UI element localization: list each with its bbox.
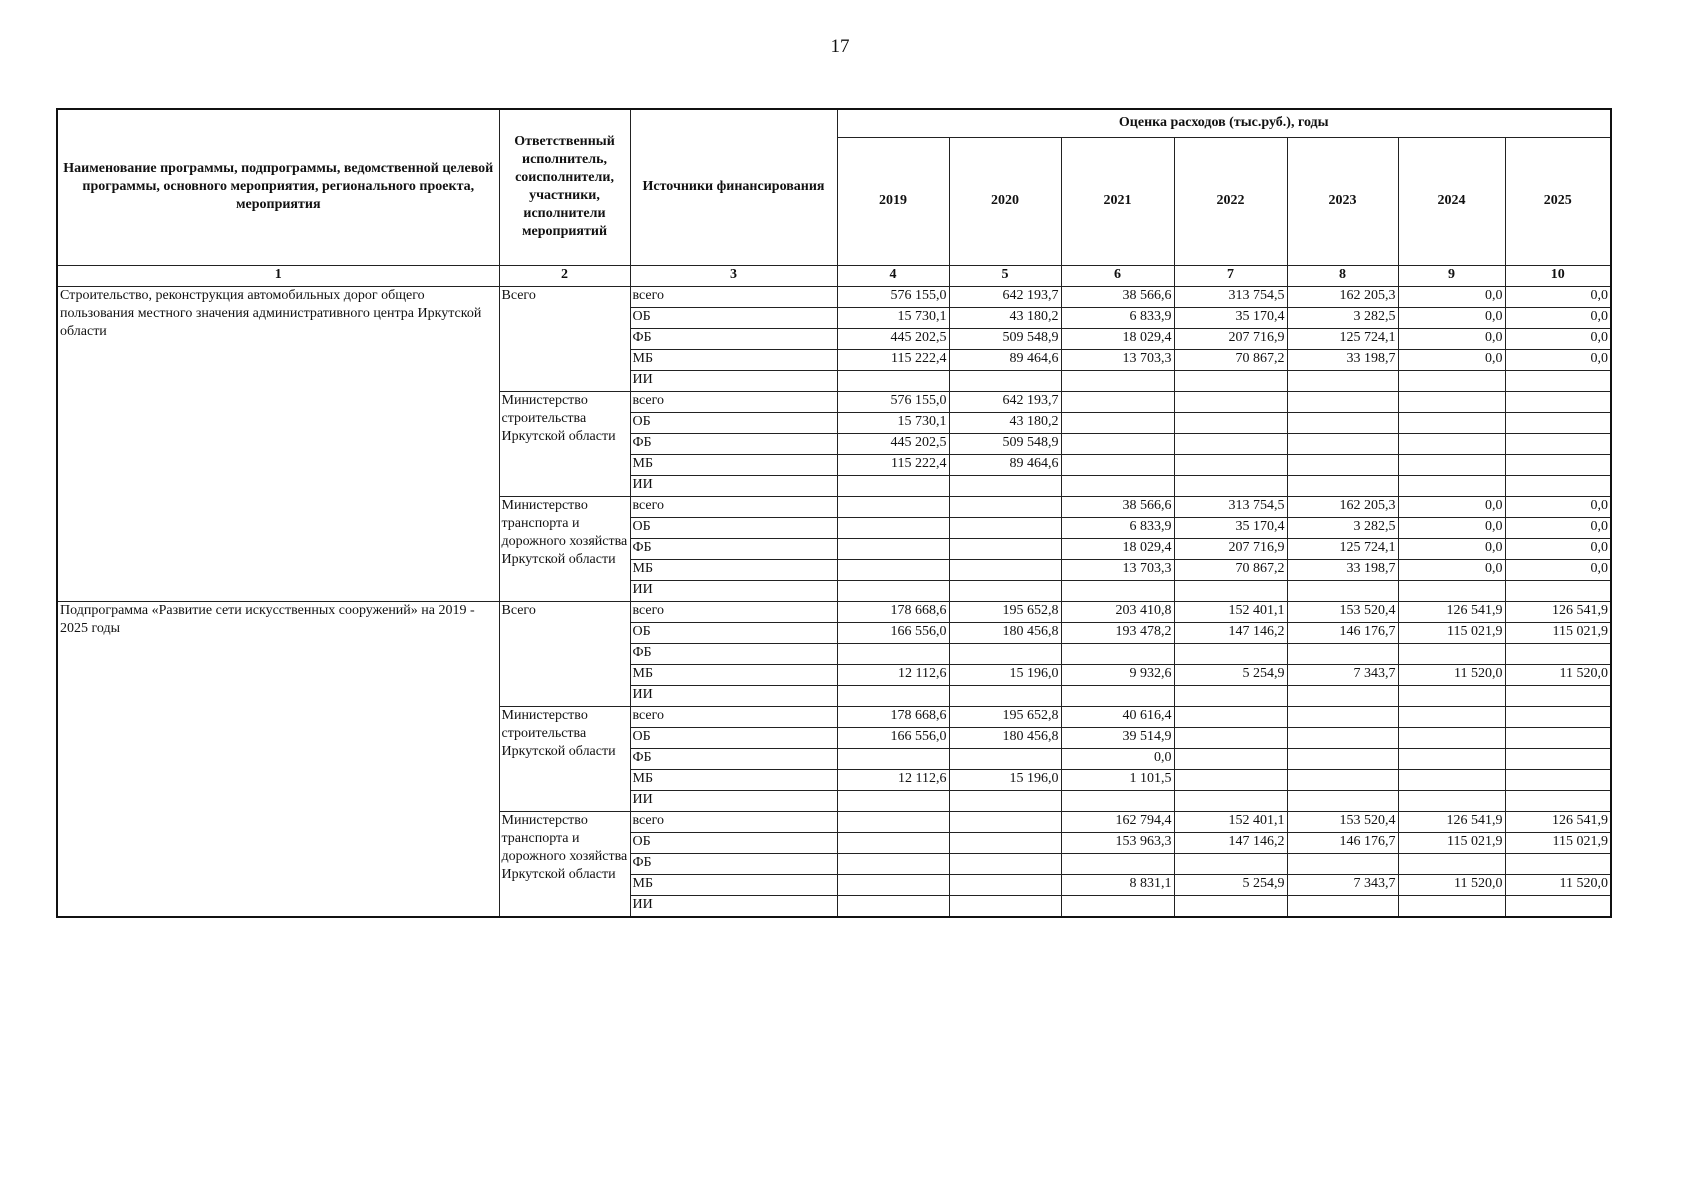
- cost-value: [1061, 454, 1174, 475]
- cost-value: [949, 895, 1061, 917]
- cost-value: [1505, 769, 1611, 790]
- cost-value: 445 202,5: [837, 433, 949, 454]
- cost-value: 5 254,9: [1174, 664, 1287, 685]
- cost-value: 0,0: [1398, 538, 1505, 559]
- funding-source: МБ: [630, 769, 837, 790]
- cost-value: 153 520,4: [1287, 601, 1398, 622]
- cost-value: 15 730,1: [837, 412, 949, 433]
- cost-value: [1398, 685, 1505, 706]
- header-year: 2025: [1505, 137, 1611, 265]
- cost-value: 11 520,0: [1505, 664, 1611, 685]
- cost-value: 162 205,3: [1287, 496, 1398, 517]
- funding-source: ИИ: [630, 370, 837, 391]
- executor-name: Всего: [499, 286, 630, 391]
- cost-value: 166 556,0: [837, 622, 949, 643]
- program-name: Подпрограмма «Развитие сети искусственных сооружений» на 2019 - 2025 годы: [57, 601, 499, 917]
- cost-value: [1505, 475, 1611, 496]
- cost-value: [1398, 580, 1505, 601]
- cost-value: 0,0: [1505, 328, 1611, 349]
- cost-value: 5 254,9: [1174, 874, 1287, 895]
- cost-value: [949, 832, 1061, 853]
- cost-value: [1174, 391, 1287, 412]
- cost-value: [1174, 475, 1287, 496]
- cost-value: 162 794,4: [1061, 811, 1174, 832]
- cost-value: 13 703,3: [1061, 349, 1174, 370]
- cost-value: [1174, 433, 1287, 454]
- cost-value: [1174, 454, 1287, 475]
- cost-value: [1398, 853, 1505, 874]
- cost-value: 0,0: [1505, 286, 1611, 307]
- cost-value: 0,0: [1398, 286, 1505, 307]
- cost-value: [949, 538, 1061, 559]
- cost-value: [1287, 454, 1398, 475]
- cost-value: [837, 832, 949, 853]
- cost-value: 313 754,5: [1174, 496, 1287, 517]
- header-year: 2019: [837, 137, 949, 265]
- funding-source: всего: [630, 706, 837, 727]
- cost-value: 115 021,9: [1398, 622, 1505, 643]
- cost-value: [1174, 895, 1287, 917]
- cost-value: 38 566,6: [1061, 496, 1174, 517]
- cost-value: 11 520,0: [1505, 874, 1611, 895]
- cost-value: 0,0: [1505, 496, 1611, 517]
- cost-value: 70 867,2: [1174, 349, 1287, 370]
- cost-value: 6 833,9: [1061, 517, 1174, 538]
- cost-value: 3 282,5: [1287, 307, 1398, 328]
- cost-value: 7 343,7: [1287, 664, 1398, 685]
- cost-value: 576 155,0: [837, 391, 949, 412]
- cost-value: [837, 370, 949, 391]
- cost-value: [1287, 790, 1398, 811]
- cost-value: 445 202,5: [837, 328, 949, 349]
- cost-value: [837, 475, 949, 496]
- funding-source: МБ: [630, 664, 837, 685]
- cost-value: [1174, 727, 1287, 748]
- cost-value: 15 196,0: [949, 769, 1061, 790]
- cost-value: 178 668,6: [837, 706, 949, 727]
- funding-source: ФБ: [630, 433, 837, 454]
- table-body: [57, 286, 1611, 917]
- cost-value: 0,0: [1398, 517, 1505, 538]
- cost-value: [1505, 412, 1611, 433]
- executor-name: Всего: [499, 601, 630, 706]
- cost-value: [1061, 895, 1174, 917]
- funding-source: ФБ: [630, 643, 837, 664]
- cost-value: [949, 790, 1061, 811]
- cost-value: 126 541,9: [1398, 811, 1505, 832]
- cost-value: [837, 874, 949, 895]
- funding-source: ИИ: [630, 580, 837, 601]
- column-number: 7: [1174, 265, 1287, 286]
- cost-value: 11 520,0: [1398, 664, 1505, 685]
- cost-value: [1398, 454, 1505, 475]
- funding-source: ИИ: [630, 790, 837, 811]
- cost-value: [1061, 391, 1174, 412]
- cost-value: [1398, 475, 1505, 496]
- cost-value: 147 146,2: [1174, 832, 1287, 853]
- cost-value: [1398, 769, 1505, 790]
- cost-value: 1 101,5: [1061, 769, 1174, 790]
- funding-source: всего: [630, 811, 837, 832]
- cost-value: [1287, 643, 1398, 664]
- cost-value: 0,0: [1061, 748, 1174, 769]
- header-costs: Оценка расходов (тыс.руб.), годы: [837, 109, 1611, 137]
- cost-value: [1287, 412, 1398, 433]
- cost-value: 576 155,0: [837, 286, 949, 307]
- cost-value: [1505, 643, 1611, 664]
- cost-value: 313 754,5: [1174, 286, 1287, 307]
- cost-value: 115 021,9: [1505, 622, 1611, 643]
- cost-value: [1398, 433, 1505, 454]
- cost-value: [949, 874, 1061, 895]
- cost-value: [1174, 370, 1287, 391]
- cost-value: 115 222,4: [837, 349, 949, 370]
- column-number: 2: [499, 265, 630, 286]
- column-number: 8: [1287, 265, 1398, 286]
- cost-value: 89 464,6: [949, 349, 1061, 370]
- cost-value: [1287, 433, 1398, 454]
- column-number: 10: [1505, 265, 1611, 286]
- cost-value: [949, 496, 1061, 517]
- cost-value: 9 932,6: [1061, 664, 1174, 685]
- header-year: 2020: [949, 137, 1061, 265]
- cost-value: [1287, 685, 1398, 706]
- cost-value: 147 146,2: [1174, 622, 1287, 643]
- cost-value: 126 541,9: [1505, 601, 1611, 622]
- cost-value: [1505, 895, 1611, 917]
- cost-value: [1174, 706, 1287, 727]
- executor-name: Министерство строительства Иркутской области: [499, 391, 630, 496]
- cost-value: [1505, 790, 1611, 811]
- cost-value: 166 556,0: [837, 727, 949, 748]
- cost-value: 8 831,1: [1061, 874, 1174, 895]
- header-name: Наименование программы, подпрограммы, ведомственной целевой программы, основного мероприятия, регионального проекта, мероприятия: [57, 109, 499, 265]
- cost-value: 0,0: [1505, 349, 1611, 370]
- funding-source: ОБ: [630, 832, 837, 853]
- cost-value: [837, 559, 949, 580]
- cost-value: [1505, 727, 1611, 748]
- funding-source: ФБ: [630, 748, 837, 769]
- cost-value: 39 514,9: [1061, 727, 1174, 748]
- funding-source: ИИ: [630, 685, 837, 706]
- column-number: 1: [57, 265, 499, 286]
- cost-value: 6 833,9: [1061, 307, 1174, 328]
- cost-value: 152 401,1: [1174, 811, 1287, 832]
- cost-value: 40 616,4: [1061, 706, 1174, 727]
- cost-value: 43 180,2: [949, 307, 1061, 328]
- cost-value: [1287, 853, 1398, 874]
- cost-value: 18 029,4: [1061, 328, 1174, 349]
- page-number: 17: [830, 36, 850, 57]
- cost-value: 178 668,6: [837, 601, 949, 622]
- cost-value: 0,0: [1398, 328, 1505, 349]
- cost-value: 146 176,7: [1287, 622, 1398, 643]
- column-number: 6: [1061, 265, 1174, 286]
- cost-value: [1287, 391, 1398, 412]
- funding-source: ОБ: [630, 412, 837, 433]
- cost-value: [1398, 748, 1505, 769]
- cost-value: [1174, 769, 1287, 790]
- cost-value: [949, 748, 1061, 769]
- cost-value: [949, 517, 1061, 538]
- cost-value: 642 193,7: [949, 286, 1061, 307]
- cost-value: [837, 538, 949, 559]
- column-number: 4: [837, 265, 949, 286]
- cost-value: 195 652,8: [949, 706, 1061, 727]
- cost-value: 126 541,9: [1398, 601, 1505, 622]
- header-year: 2021: [1061, 137, 1174, 265]
- cost-value: [949, 685, 1061, 706]
- cost-value: 15 730,1: [837, 307, 949, 328]
- column-number: 5: [949, 265, 1061, 286]
- funding-source: ОБ: [630, 622, 837, 643]
- cost-value: 35 170,4: [1174, 517, 1287, 538]
- cost-value: [1061, 433, 1174, 454]
- cost-value: 115 222,4: [837, 454, 949, 475]
- cost-value: [1287, 475, 1398, 496]
- program-name: Строительство, реконструкция автомобильных дорог общего пользования местного значения административного центра Иркутской области: [57, 286, 499, 601]
- cost-value: [1398, 727, 1505, 748]
- cost-value: 126 541,9: [1505, 811, 1611, 832]
- cost-value: 3 282,5: [1287, 517, 1398, 538]
- header-executor: Ответственный исполнитель, соисполнители, участники, исполнители мероприятий: [499, 109, 630, 265]
- funding-source: МБ: [630, 454, 837, 475]
- cost-value: 18 029,4: [1061, 538, 1174, 559]
- funding-source: ОБ: [630, 727, 837, 748]
- cost-value: 153 520,4: [1287, 811, 1398, 832]
- cost-value: 642 193,7: [949, 391, 1061, 412]
- cost-value: [1505, 685, 1611, 706]
- table-row: [57, 601, 1611, 622]
- cost-value: [1287, 895, 1398, 917]
- cost-value: 7 343,7: [1287, 874, 1398, 895]
- cost-value: 0,0: [1398, 559, 1505, 580]
- cost-value: [837, 517, 949, 538]
- cost-value: [1505, 853, 1611, 874]
- cost-value: 0,0: [1398, 307, 1505, 328]
- cost-value: 153 963,3: [1061, 832, 1174, 853]
- cost-value: 11 520,0: [1398, 874, 1505, 895]
- funding-source: ФБ: [630, 328, 837, 349]
- funding-source: ИИ: [630, 475, 837, 496]
- cost-value: [1287, 727, 1398, 748]
- cost-value: [1398, 790, 1505, 811]
- funding-source: МБ: [630, 874, 837, 895]
- cost-value: 13 703,3: [1061, 559, 1174, 580]
- cost-value: 89 464,6: [949, 454, 1061, 475]
- header-year: 2023: [1287, 137, 1398, 265]
- cost-value: [1398, 391, 1505, 412]
- cost-value: [1287, 769, 1398, 790]
- cost-value: 33 198,7: [1287, 349, 1398, 370]
- table-row: [57, 286, 1611, 307]
- cost-value: [949, 475, 1061, 496]
- cost-value: 33 198,7: [1287, 559, 1398, 580]
- cost-value: 509 548,9: [949, 328, 1061, 349]
- cost-value: [1287, 748, 1398, 769]
- cost-value: [1174, 748, 1287, 769]
- cost-value: 180 456,8: [949, 622, 1061, 643]
- cost-value: [1398, 370, 1505, 391]
- cost-value: 15 196,0: [949, 664, 1061, 685]
- cost-value: [837, 643, 949, 664]
- funding-source: всего: [630, 601, 837, 622]
- cost-value: 0,0: [1398, 349, 1505, 370]
- cost-value: 146 176,7: [1287, 832, 1398, 853]
- cost-value: [1174, 853, 1287, 874]
- cost-value: [949, 580, 1061, 601]
- column-numbers-row: [57, 265, 1611, 286]
- cost-value: [1061, 370, 1174, 391]
- cost-value: [949, 643, 1061, 664]
- cost-value: 195 652,8: [949, 601, 1061, 622]
- funding-source: всего: [630, 286, 837, 307]
- cost-value: 125 724,1: [1287, 328, 1398, 349]
- cost-value: [1061, 685, 1174, 706]
- funding-source: ОБ: [630, 517, 837, 538]
- cost-value: [1174, 580, 1287, 601]
- cost-value: [1061, 412, 1174, 433]
- cost-value: [949, 853, 1061, 874]
- header-year: 2024: [1398, 137, 1505, 265]
- funding-source: всего: [630, 391, 837, 412]
- cost-value: 152 401,1: [1174, 601, 1287, 622]
- cost-value: [1505, 748, 1611, 769]
- funding-source: ОБ: [630, 307, 837, 328]
- cost-value: [1505, 454, 1611, 475]
- executor-name: Министерство транспорта и дорожного хозяйства Иркутской области: [499, 496, 630, 601]
- cost-value: 162 205,3: [1287, 286, 1398, 307]
- cost-value: 207 716,9: [1174, 538, 1287, 559]
- column-number: 3: [630, 265, 837, 286]
- funding-source: ИИ: [630, 895, 837, 917]
- cost-value: [1174, 643, 1287, 664]
- cost-value: [1174, 790, 1287, 811]
- cost-value: [837, 811, 949, 832]
- cost-value: [1505, 580, 1611, 601]
- cost-value: [1505, 370, 1611, 391]
- cost-value: [837, 580, 949, 601]
- cost-value: [1398, 643, 1505, 664]
- cost-value: [1505, 706, 1611, 727]
- cost-value: 38 566,6: [1061, 286, 1174, 307]
- cost-value: [949, 370, 1061, 391]
- cost-value: 115 021,9: [1505, 832, 1611, 853]
- cost-value: 0,0: [1398, 496, 1505, 517]
- cost-value: 207 716,9: [1174, 328, 1287, 349]
- cost-value: [1398, 412, 1505, 433]
- cost-value: [837, 496, 949, 517]
- funding-source: МБ: [630, 349, 837, 370]
- funding-source: ФБ: [630, 853, 837, 874]
- header-source: Источники финансирования: [630, 109, 837, 265]
- cost-value: 12 112,6: [837, 769, 949, 790]
- cost-value: 180 456,8: [949, 727, 1061, 748]
- budget-table: [56, 108, 1612, 918]
- cost-value: [1287, 370, 1398, 391]
- cost-value: 70 867,2: [1174, 559, 1287, 580]
- cost-value: [1061, 643, 1174, 664]
- cost-value: 0,0: [1505, 538, 1611, 559]
- cost-value: [1287, 580, 1398, 601]
- cost-value: [1505, 391, 1611, 412]
- cost-value: 35 170,4: [1174, 307, 1287, 328]
- cost-value: 43 180,2: [949, 412, 1061, 433]
- cost-value: [1174, 412, 1287, 433]
- funding-source: всего: [630, 496, 837, 517]
- cost-value: 509 548,9: [949, 433, 1061, 454]
- cost-value: [1398, 706, 1505, 727]
- executor-name: Министерство строительства Иркутской области: [499, 706, 630, 811]
- executor-name: Министерство транспорта и дорожного хозяйства Иркутской области: [499, 811, 630, 917]
- cost-value: [1061, 790, 1174, 811]
- cost-value: [837, 853, 949, 874]
- cost-value: [949, 811, 1061, 832]
- cost-value: [1061, 475, 1174, 496]
- cost-value: [837, 895, 949, 917]
- header-year: 2022: [1174, 137, 1287, 265]
- cost-value: [1287, 706, 1398, 727]
- cost-value: [1398, 895, 1505, 917]
- cost-value: [837, 685, 949, 706]
- cost-value: 0,0: [1505, 559, 1611, 580]
- cost-value: 203 410,8: [1061, 601, 1174, 622]
- cost-value: 0,0: [1505, 307, 1611, 328]
- cost-value: [1061, 580, 1174, 601]
- cost-value: [837, 748, 949, 769]
- funding-source: МБ: [630, 559, 837, 580]
- cost-value: [949, 559, 1061, 580]
- cost-value: [1061, 853, 1174, 874]
- cost-value: [837, 790, 949, 811]
- cost-value: 0,0: [1505, 517, 1611, 538]
- cost-value: 115 021,9: [1398, 832, 1505, 853]
- funding-source: ФБ: [630, 538, 837, 559]
- cost-value: 125 724,1: [1287, 538, 1398, 559]
- cost-value: 12 112,6: [837, 664, 949, 685]
- cost-value: 193 478,2: [1061, 622, 1174, 643]
- cost-value: [1174, 685, 1287, 706]
- cost-value: [1505, 433, 1611, 454]
- column-number: 9: [1398, 265, 1505, 286]
